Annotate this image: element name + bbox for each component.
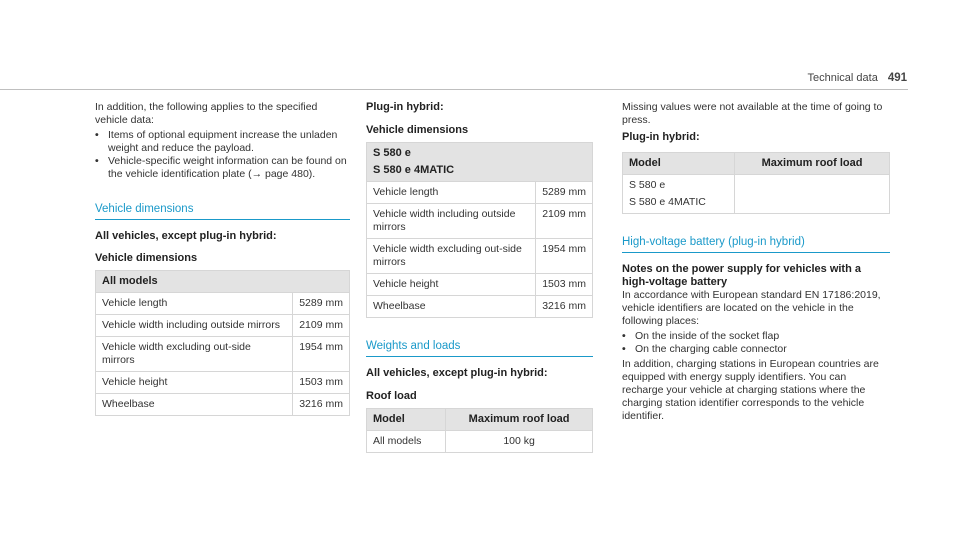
column-middle [366, 101, 593, 453]
table-row [367, 296, 593, 318]
list-item-text: Vehicle-specific weight information can be found on the vehicle identification plate (→ page 480). [108, 155, 347, 180]
table-row [96, 372, 350, 394]
cell-label: All models [367, 431, 446, 453]
column-header: Maximum roof load [446, 409, 593, 431]
list-item-text: On the inside of the socket flap [635, 330, 780, 342]
list-item [95, 129, 350, 155]
notes-text: In accordance with European standard EN 17186:2019, vehicle identifiers are located on the vehicle in the following places: [622, 289, 881, 327]
table-title: Roof load [366, 390, 417, 402]
table-title: Vehicle dimensions [95, 252, 198, 264]
outro-text: In addition, charging stations in European countries are equipped with energy supply identifiers. You can recharge your vehicle at charging stations where the charging station identifier corresponds to the vehicle identifier. [622, 358, 879, 422]
table-row [623, 175, 890, 214]
cell-label: Vehicle width including outside mirrors [96, 315, 293, 337]
plug-in-dimensions-table [366, 142, 593, 318]
table-row [367, 239, 593, 274]
page-header [807, 72, 907, 84]
bullet-icon: • [95, 155, 99, 167]
sub-heading: All vehicles, except plug-in hybrid: [366, 367, 548, 379]
section-title: Vehicle dimensions [95, 203, 350, 220]
list-item-text: Items of optional equipment increase the unladen weight and reduce the payload. [108, 129, 338, 154]
model-name: S 580 e 4MATIC [629, 196, 706, 208]
table-title: Vehicle dimensions [366, 124, 469, 136]
cell-label [623, 175, 735, 214]
cell-value: 100 kg [446, 431, 593, 453]
table-row [367, 204, 593, 239]
header-rule [0, 89, 908, 90]
cell-label: Vehicle length [367, 182, 536, 204]
sub-heading: All vehicles, except plug-in hybrid: [95, 230, 277, 242]
table-header [367, 143, 593, 182]
bullet-icon: • [95, 129, 99, 141]
bullet-icon: • [622, 343, 626, 355]
column-header: Maximum roof load [735, 153, 890, 175]
column-header: Model [367, 409, 446, 431]
column-header: Model [623, 153, 735, 175]
cell-value: 1503 mm [536, 274, 593, 296]
cell-label: Vehicle length [96, 293, 293, 315]
roof-load-table [366, 408, 593, 453]
table-row [367, 274, 593, 296]
table-row [96, 394, 350, 416]
cell-value: 1954 mm [293, 337, 350, 372]
missing-values-note: Missing values were not available at the time of going to press. [622, 101, 883, 126]
section-name: Technical data [807, 72, 878, 84]
table-row [367, 182, 593, 204]
list-item [95, 155, 350, 181]
column-left [95, 101, 350, 416]
cell-value: 2109 mm [293, 315, 350, 337]
list-item-text: On the charging cable connector [635, 343, 787, 355]
notes-heading: Notes on the power supply for vehicles with a high-voltage battery [622, 263, 861, 288]
table-header: All models [96, 271, 350, 293]
table-header-row [367, 409, 593, 431]
cell-value: 5289 mm [536, 182, 593, 204]
cell-label: Vehicle height [96, 372, 293, 394]
cell-value: 2109 mm [536, 204, 593, 239]
cell-value: 1503 mm [293, 372, 350, 394]
cell-label: Wheelbase [367, 296, 536, 318]
cell-value: 5289 mm [293, 293, 350, 315]
section-title: High-voltage battery (plug-in hybrid) [622, 236, 890, 253]
cell-value: 1954 mm [536, 239, 593, 274]
model-name: S 580 e [373, 147, 411, 159]
cell-label: Vehicle width including outside mirrors [367, 204, 536, 239]
cell-label: Vehicle width excluding out-side mirrors [96, 337, 293, 372]
intro-text: In addition, the following applies to the specified vehicle data: [95, 101, 318, 126]
heading-plug-in-hybrid: Plug-in hybrid: [622, 131, 700, 143]
bullet-icon: • [622, 330, 626, 342]
cell-label: Vehicle width excluding out-side mirrors [367, 239, 536, 274]
table-row [367, 431, 593, 453]
list-item [622, 343, 890, 356]
cell-value [735, 175, 890, 214]
column-right [622, 101, 890, 423]
cell-label: Vehicle height [367, 274, 536, 296]
model-name: S 580 e 4MATIC [373, 164, 455, 176]
table-header-row [96, 271, 350, 293]
table-row [96, 293, 350, 315]
list-item [622, 330, 890, 343]
table-row [96, 337, 350, 372]
model-name: S 580 e [629, 179, 666, 191]
table-header-row [623, 153, 890, 175]
cell-value: 3216 mm [536, 296, 593, 318]
table-header-row [367, 143, 593, 182]
page-number: 491 [887, 72, 907, 84]
heading-plug-in-hybrid: Plug-in hybrid: [366, 101, 444, 113]
cell-value: 3216 mm [293, 394, 350, 416]
cell-label: Wheelbase [96, 394, 293, 416]
plug-in-roof-load-table [622, 152, 890, 214]
vehicle-dimensions-table [95, 270, 350, 416]
section-title: Weights and loads [366, 340, 593, 357]
table-row [96, 315, 350, 337]
